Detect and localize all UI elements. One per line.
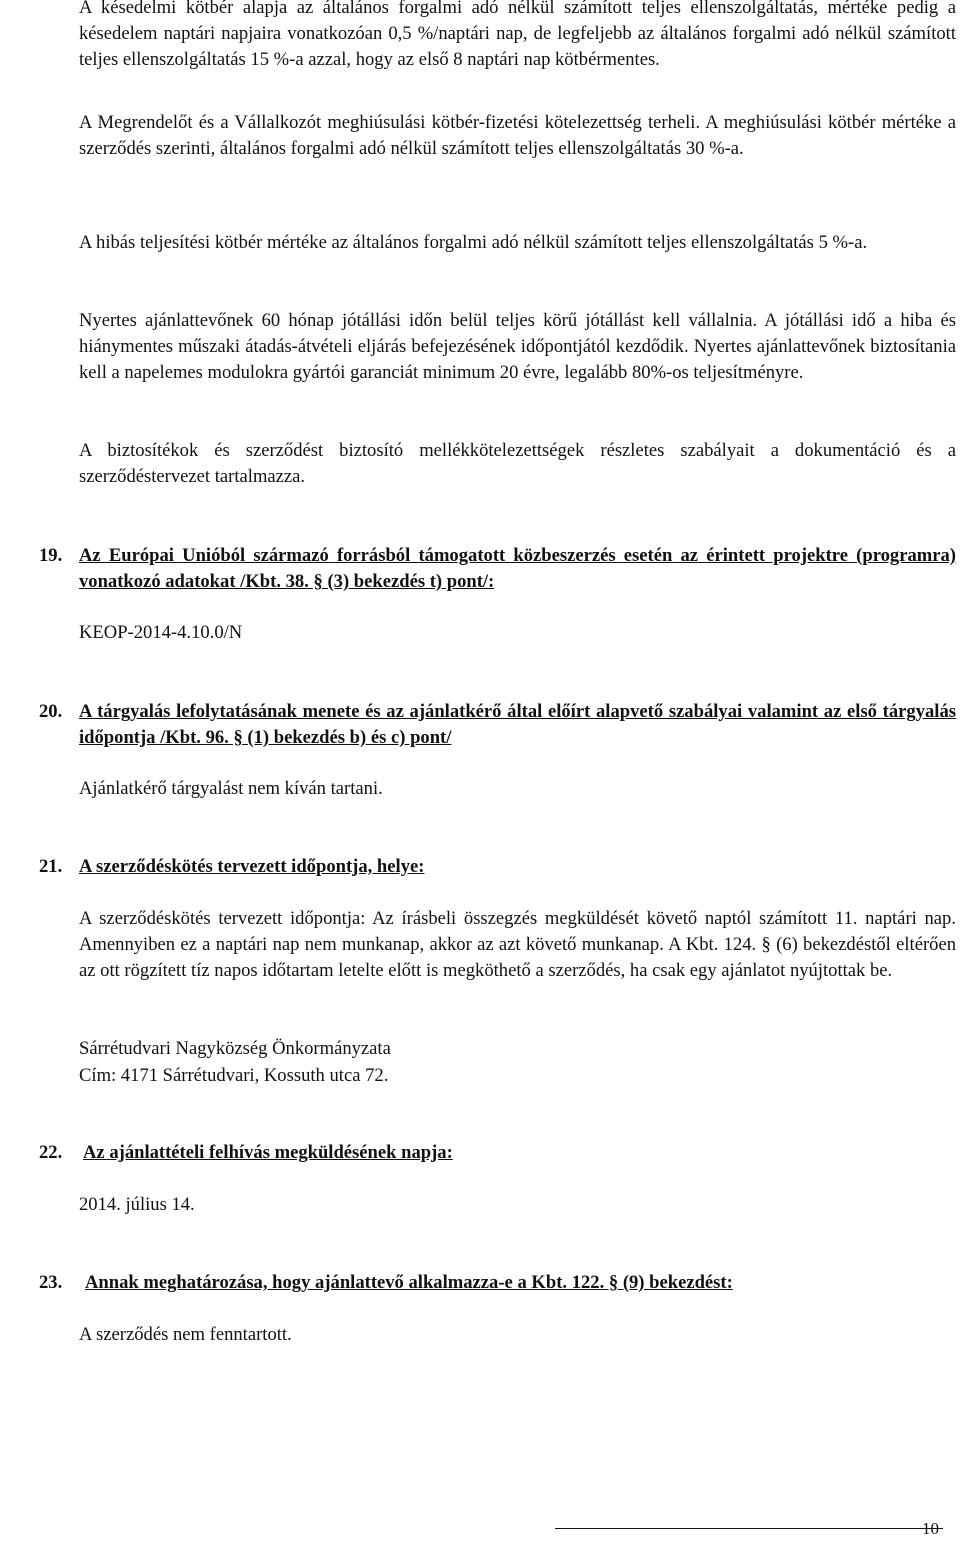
section-number: 20.	[39, 701, 63, 722]
section-title: A szerződéskötés tervezett időpontja, helye:	[79, 856, 425, 877]
failure-penalty-paragraph: A Megrendelőt és a Vállalkozót meghiúsulási kötbér-fizetési kötelezettség terheli. A meghiúsulási kötbér mértéke a szerződés szerinti, általános forgalmi adó nélkül számított teljes ellenszolgáltatás 30 %-a.	[79, 112, 956, 160]
section-number: 19.	[39, 545, 63, 566]
defective-performance-paragraph: A hibás teljesítési kötbér mértéke az általános forgalmi adó nélkül számított teljes ellenszolgáltatás 5 %-a.	[79, 232, 868, 253]
guarantees-paragraph: A biztosítékok és szerződést biztosító mellékkötelezettségek részletes szabályait a dokumentáció és a szerződéstervezet tartalmazza.	[79, 440, 956, 488]
section-number: 23.	[39, 1272, 63, 1293]
section-19-body: KEOP-2014-4.10.0/N	[79, 622, 243, 643]
section-title: Az ajánlattételi felhívás megküldésének napja:	[83, 1142, 453, 1163]
section-title: Az Európai Unióból származó forrásból támogatott közbeszerzés esetén az érintett projektre (programra) vonatkozó adatokat /Kbt. 38. § (3) bekezdés t) pont/:	[79, 545, 956, 593]
section-20-body: Ajánlatkérő tárgyalást nem kíván tartani.	[79, 778, 383, 799]
section-title: Annak meghatározása, hogy ajánlattevő alkalmazza-e a Kbt. 122. § (9) bekezdést:	[85, 1272, 733, 1293]
delay-penalty-paragraph: A késedelmi kötbér alapja az általános forgalmi adó nélkül számított teljes ellenszolgáltatás, mértéke pedig a késedelem naptári napjaira vonatkozóan 0,5 %/naptári nap, de legfeljebb az általános forgalmi adó nélkül számított teljes ellenszolgáltatás 15 %-a azzal, hogy az első 8 naptári nap kötbérmentes.	[79, 0, 956, 71]
section-21-body: A szerződéskötés tervezett időpontja: Az írásbeli összegzés megküldését követő naptól számított 11. naptári nap. Amennyiben ez a naptári nap nem munkanap, akkor az azt követő munkanap. A Kbt. 124. § (6) bekezdéstől eltérően az ott rögzített tíz napos időtartam letelte előtt is megköthető a szerződés, ha csak egy ajánlatot nyújtottak be.	[79, 908, 956, 982]
section-title: A tárgyalás lefolytatásának menete és az ajánlatkérő által előírt alapvető szabályai valamint az első tárgyalás időpontja /Kbt. 96. § (1) bekezdés b) és c) pont/	[79, 701, 956, 749]
warranty-paragraph: Nyertes ajánlattevőnek 60 hónap jótállási időn belül teljes körű jótállást kell vállalnia. A jótállási idő a hiba és hiánymentes műszaki átadás-átvételi eljárás befejezésének időpontjától kezdődik. Nyertes ajánlattevőnek biztosítania kell a napelemes modulokra gyártói garanciát minimum 20 évre, legalább 80%-os teljesítményre.	[79, 310, 956, 384]
section-22-body: 2014. július 14.	[79, 1194, 195, 1215]
page-number: 10	[922, 1519, 939, 1538]
contracting-authority-name: Sárrétudvari Nagyközség Önkormányzata	[79, 1038, 391, 1059]
section-23-body: A szerződés nem fenntartott.	[79, 1324, 292, 1345]
footer-rule	[555, 1528, 943, 1529]
section-number: 22.	[39, 1142, 63, 1163]
section-number: 21.	[39, 856, 63, 877]
contracting-authority-address: Cím: 4171 Sárrétudvari, Kossuth utca 72.	[79, 1065, 389, 1086]
